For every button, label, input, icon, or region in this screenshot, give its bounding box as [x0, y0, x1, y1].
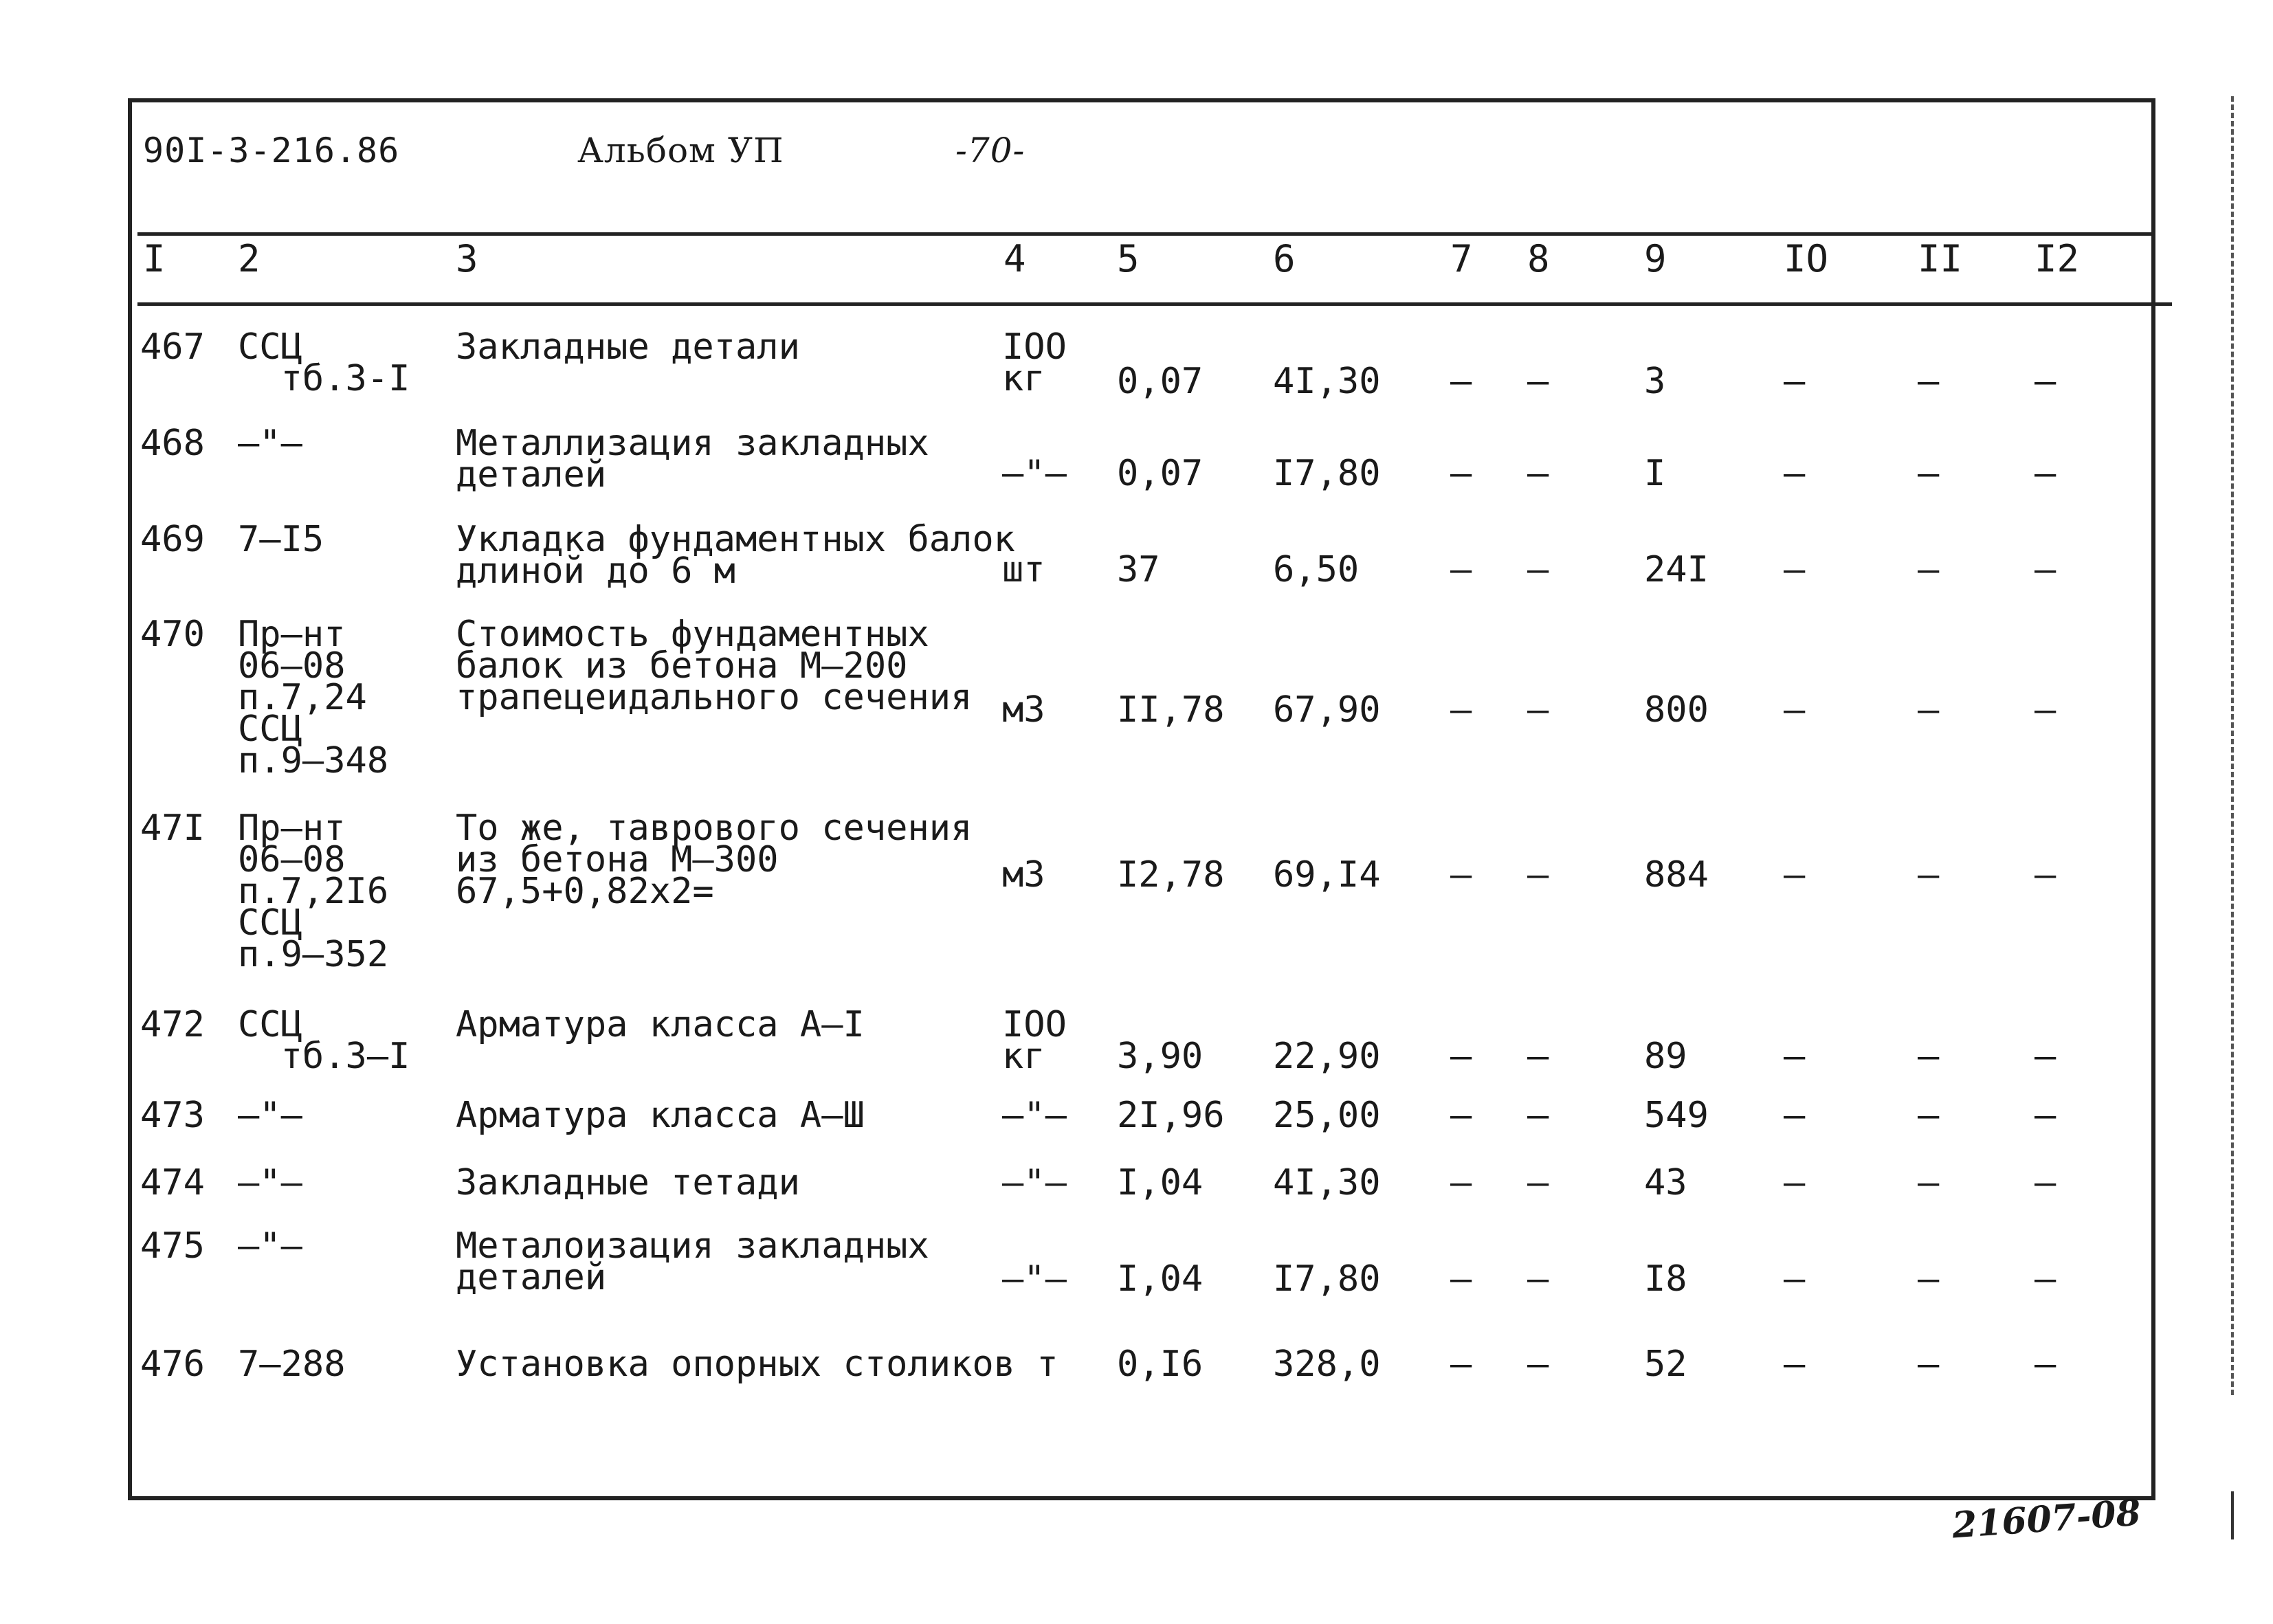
table-cell-unit: м3 — [1002, 689, 1045, 731]
table-cell-qty: 0,07 — [1117, 453, 1204, 494]
column-number-8: 8 — [1527, 237, 1550, 280]
table-cell-c7: – — [1450, 1258, 1472, 1300]
column-number-6: 6 — [1273, 237, 1296, 280]
table-cell-c11: – — [1918, 453, 1940, 494]
table-cell-price: 328,0 — [1273, 1344, 1381, 1385]
table-cell-c10: – — [1784, 1162, 1806, 1203]
table-cell-unit: –"– — [1002, 1162, 1067, 1203]
table-cell-num: 470 — [140, 614, 205, 655]
table-cell-unit: –"– — [1002, 1258, 1067, 1300]
table-cell-name: Стоимость фундаментных балок из бетона М–200 трапецеидального сечения — [456, 614, 973, 718]
table-cell-c8: – — [1527, 854, 1549, 896]
table-cell-name: Арматура класса А–I — [456, 1004, 865, 1045]
table-cell-c11: – — [1918, 854, 1940, 896]
table-cell-name: Металоизация закладных деталей — [456, 1225, 929, 1298]
album-title: Альбом УП — [577, 131, 784, 170]
table-cell-qty: I,04 — [1117, 1162, 1204, 1203]
table-cell-price: 22,90 — [1273, 1036, 1381, 1077]
table-cell-num: 469 — [140, 519, 205, 560]
table-cell-ref: –"– — [238, 423, 302, 464]
table-cell-c12: – — [2034, 1344, 2056, 1385]
table-cell-c10: – — [1784, 854, 1806, 896]
table-cell-c7: – — [1450, 1036, 1472, 1077]
binding-edge-mark — [2231, 96, 2234, 1395]
table-cell-qty: 37 — [1117, 549, 1160, 590]
table-cell-name: Закладные тетади — [456, 1162, 800, 1203]
table-cell-c10: – — [1784, 689, 1806, 731]
table-cell-unit: IOO кг — [1002, 326, 1067, 399]
table-cell-name: Арматура класса А–Ш — [456, 1095, 865, 1136]
table-cell-unit: –"– — [1002, 1095, 1067, 1136]
table-cell-c8: – — [1527, 689, 1549, 731]
table-cell-num: 467 — [140, 326, 205, 368]
table-cell-c11: – — [1918, 1095, 1940, 1136]
table-cell-c12: – — [2034, 1162, 2056, 1203]
table-cell-c10: – — [1784, 1258, 1806, 1300]
table-cell-c10: – — [1784, 549, 1806, 590]
table-cell-price: 4I,30 — [1273, 361, 1381, 402]
table-cell-price: 67,90 — [1273, 689, 1381, 731]
table-cell-c12: – — [2034, 549, 2056, 590]
table-cell-price: 25,00 — [1273, 1095, 1381, 1136]
table-cell-qty: II,78 — [1117, 689, 1225, 731]
table-cell-num: 47I — [140, 808, 205, 849]
table-cell-ref: 7–I5 — [238, 519, 324, 560]
table-cell-c9: 52 — [1644, 1344, 1687, 1385]
table-cell-unit: м3 — [1002, 854, 1045, 896]
column-number-10: IO — [1784, 237, 1829, 280]
table-cell-c7: – — [1450, 854, 1472, 896]
table-cell-price: 6,50 — [1273, 549, 1360, 590]
table-cell-c9: 43 — [1644, 1162, 1687, 1203]
table-cell-price: 4I,30 — [1273, 1162, 1381, 1203]
table-cell-c12: – — [2034, 1258, 2056, 1300]
table-cell-c11: – — [1918, 1036, 1940, 1077]
table-cell-c9: 884 — [1644, 854, 1709, 896]
table-cell-c7: – — [1450, 453, 1472, 494]
table-cell-c11: – — [1918, 549, 1940, 590]
table-cell-c11: – — [1918, 1344, 1940, 1385]
table-cell-c8: – — [1527, 1162, 1549, 1203]
table-cell-c11: – — [1918, 1258, 1940, 1300]
table-cell-num: 473 — [140, 1095, 205, 1136]
table-cell-qty: I,04 — [1117, 1258, 1204, 1300]
table-cell-c10: – — [1784, 453, 1806, 494]
column-number-11: II — [1918, 237, 1963, 280]
column-number-3: 3 — [456, 237, 478, 280]
table-cell-unit: –"– — [1002, 453, 1067, 494]
table-cell-qty: 2I,96 — [1117, 1095, 1225, 1136]
table-cell-name: То же, таврового сечения из бетона М–300 67,5+0,82х2= — [456, 808, 973, 912]
table-cell-c8: – — [1527, 1344, 1549, 1385]
table-cell-c9: 549 — [1644, 1095, 1709, 1136]
column-number-7: 7 — [1450, 237, 1473, 280]
table-cell-unit: IOO кг — [1002, 1004, 1067, 1077]
table-cell-c7: – — [1450, 1162, 1472, 1203]
table-cell-ref: ССЦ тб.3–I — [238, 1004, 410, 1077]
page-number: -70- — [955, 131, 1025, 170]
table-cell-unit: шт — [1002, 549, 1045, 590]
table-cell-c7: – — [1450, 549, 1472, 590]
table-cell-num: 468 — [140, 423, 205, 464]
table-cell-price: I7,80 — [1273, 453, 1381, 494]
table-cell-name: Закладные детали — [456, 326, 800, 368]
table-cell-num: 472 — [140, 1004, 205, 1045]
table-cell-ref: Пр–нт 06–08 п.7,24 ССЦ п.9–348 — [238, 614, 389, 781]
table-cell-ref: Пр–нт 06–08 п.7,2I6 ССЦ п.9–352 — [238, 808, 389, 975]
column-number-5: 5 — [1117, 237, 1140, 280]
table-cell-qty: I2,78 — [1117, 854, 1225, 896]
table-cell-num: 474 — [140, 1162, 205, 1203]
table-cell-c10: – — [1784, 361, 1806, 402]
table-cell-c9: 89 — [1644, 1036, 1687, 1077]
header-rule-bottom — [137, 302, 2172, 306]
table-cell-name: Металлизация закладных деталей — [456, 423, 929, 496]
table-cell-c11: – — [1918, 689, 1940, 731]
column-number-2: 2 — [238, 237, 260, 280]
header-rule-top — [137, 232, 2155, 236]
table-cell-price: 69,I4 — [1273, 854, 1381, 896]
table-cell-c9: 800 — [1644, 689, 1709, 731]
table-cell-ref: 7–288 — [238, 1344, 346, 1385]
table-cell-c10: – — [1784, 1344, 1806, 1385]
table-cell-c12: – — [2034, 1095, 2056, 1136]
table-cell-num: 476 — [140, 1344, 205, 1385]
table-cell-c12: – — [2034, 1036, 2056, 1077]
table-cell-name: Укладка фундаментных балок длиной до 6 м — [456, 519, 1015, 592]
table-cell-c12: – — [2034, 854, 2056, 896]
document-code: 90I-3-216.86 — [143, 131, 400, 170]
table-cell-price: I7,80 — [1273, 1258, 1381, 1300]
table-cell-num: 475 — [140, 1225, 205, 1267]
table-cell-c8: – — [1527, 453, 1549, 494]
table-cell-ref: –"– — [238, 1095, 302, 1136]
table-cell-qty: 0,I6 — [1117, 1344, 1204, 1385]
table-cell-c8: – — [1527, 1258, 1549, 1300]
binding-edge-mark-lower — [2231, 1491, 2234, 1539]
column-number-9: 9 — [1644, 237, 1667, 280]
table-cell-c12: – — [2034, 689, 2056, 731]
table-cell-c9: 3 — [1644, 361, 1666, 402]
table-cell-c8: – — [1527, 549, 1549, 590]
table-cell-c7: – — [1450, 361, 1472, 402]
table-cell-ref: –"– — [238, 1162, 302, 1203]
table-cell-c9: I8 — [1644, 1258, 1687, 1300]
table-cell-c11: – — [1918, 361, 1940, 402]
table-cell-c9: I — [1644, 453, 1666, 494]
table-cell-c7: – — [1450, 689, 1472, 731]
table-cell-c10: – — [1784, 1095, 1806, 1136]
table-cell-qty: 3,90 — [1117, 1036, 1204, 1077]
table-cell-name: Установка опорных столиков т — [456, 1344, 1058, 1385]
table-cell-ref: –"– — [238, 1225, 302, 1267]
table-cell-qty: 0,07 — [1117, 361, 1204, 402]
table-cell-c8: – — [1527, 1036, 1549, 1077]
table-cell-c9: 24I — [1644, 549, 1709, 590]
table-cell-c7: – — [1450, 1095, 1472, 1136]
table-cell-c8: – — [1527, 1095, 1549, 1136]
table-cell-c12: – — [2034, 453, 2056, 494]
table-cell-c10: – — [1784, 1036, 1806, 1077]
table-cell-ref: ССЦ тб.3-I — [238, 326, 410, 399]
column-number-12: I2 — [2034, 237, 2080, 280]
table-cell-c8: – — [1527, 361, 1549, 402]
table-cell-c7: – — [1450, 1344, 1472, 1385]
column-number-1: I — [143, 237, 166, 280]
table-cell-c12: – — [2034, 361, 2056, 402]
archive-stamp: 21607-08 — [1951, 1491, 2142, 1547]
column-number-4: 4 — [1004, 237, 1026, 280]
table-cell-c11: – — [1918, 1162, 1940, 1203]
